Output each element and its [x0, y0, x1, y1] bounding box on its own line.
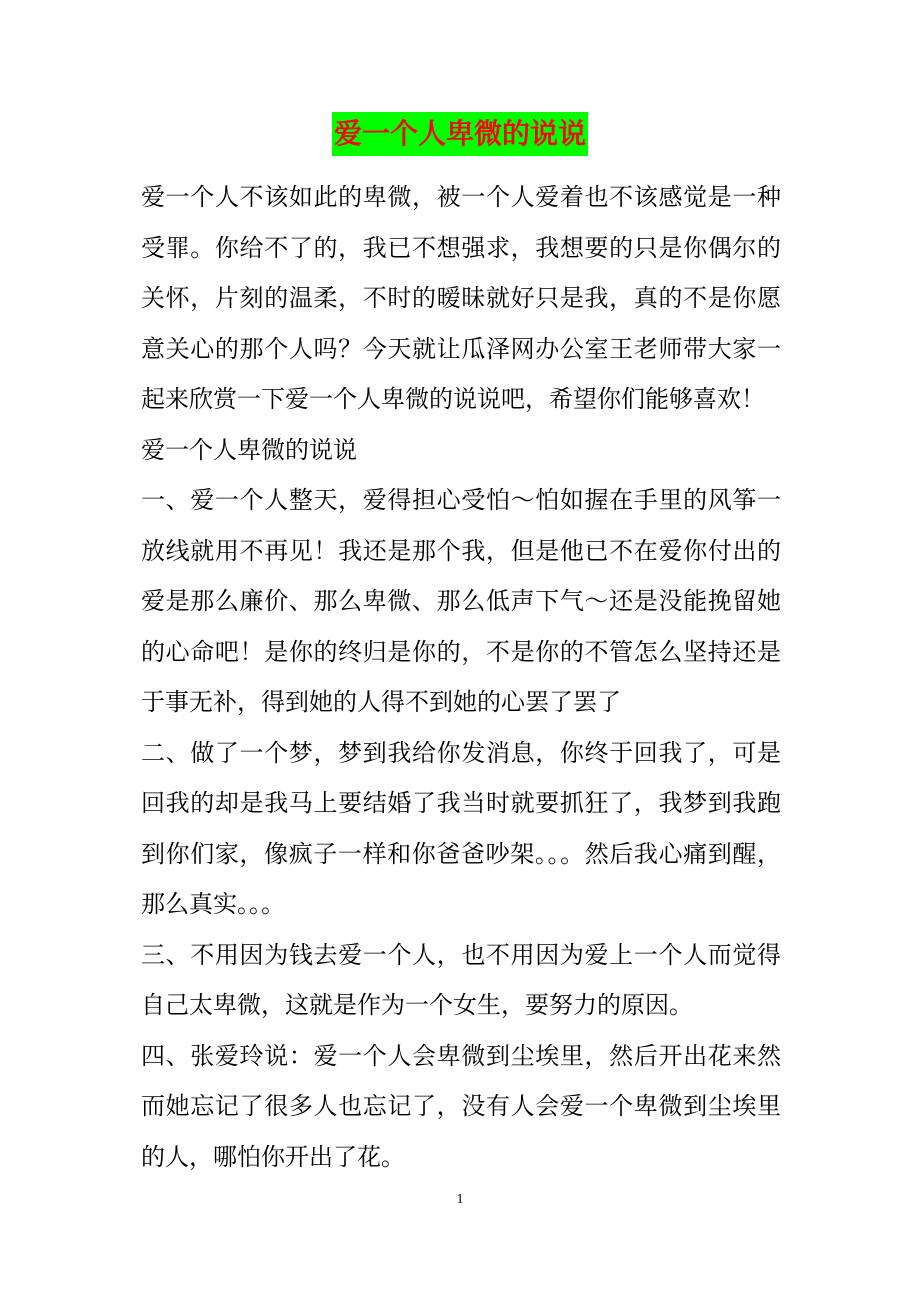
section-heading: 爱一个人卑微的说说 — [141, 435, 357, 464]
item-paragraph-1: 一、爱一个人整天，爱得担心受怕～怕如握在手里的风筝一放线就用不再见！我还是那个我，但是他已不在爱你付出的爱是那么廉价、那么卑微、那么低声下气～还是没能挽留她的心命吧！是你的终归是你的，不是你的不管怎么坚持还是于事无补，得到她的人得不到她的心罢了罢了 — [141, 486, 781, 716]
item-paragraph-4: 四、张爱玲说：爱一个人会卑微到尘埃里，然后开出花来然而她忘记了很多人也忘记了，没有人会爱一个卑微到尘埃里的人，哪怕你开出了花。 — [141, 1041, 781, 1171]
intro-paragraph: 爱一个人不该如此的卑微，被一个人爱着也不该感觉是一种受罪。你给不了的，我已不想强求，我想要的只是你偶尔的关怀，片刻的温柔，不时的暧昧就好只是我，真的不是你愿意关心的那个人吗？今天就让瓜泽网办公室王老师带大家一起来欣赏一下爱一个人卑微的说说吧，希望你们能够喜欢！ — [141, 183, 781, 413]
page-number: 1 — [456, 1192, 464, 1207]
item-paragraph-3: 三、不用因为钱去爱一个人，也不用因为爱上一个人而觉得自己太卑微，这就是作为一个女生，要努力的原因。 — [141, 940, 781, 1019]
document-body — [141, 172, 781, 1182]
title-container — [0, 112, 920, 156]
item-paragraph-2: 二、做了一个梦，梦到我给你发消息，你终于回我了，可是回我的却是我马上要结婚了我当时就要抓狂了，我梦到我跑到你们家，像疯子一样和你爸爸吵架。。。然后我心痛到醒，那么真实。。。 — [141, 738, 781, 918]
document-title: 爱一个人卑微的说说 — [332, 112, 588, 156]
